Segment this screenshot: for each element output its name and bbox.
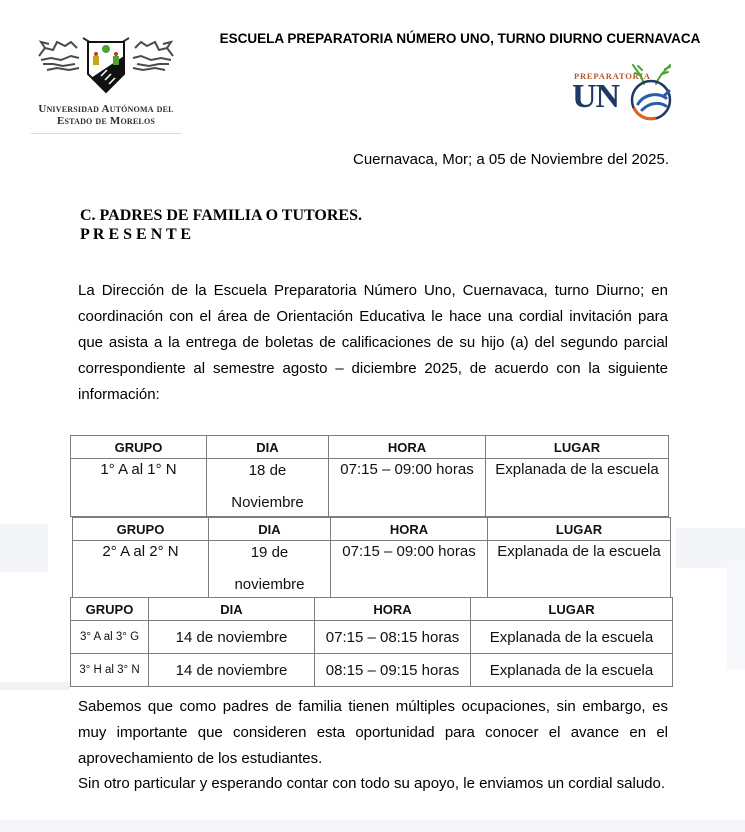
intro-paragraph: La Dirección de la Escuela Preparatoria Número Uno, Cuernavaca, turno Diurno; en coordinación con el área de Orientación Educativa le hace una cordial invitación para que asista a la entrega de boletas de calificaciones de su hijo (a) del segundo parcial correspondiente al semestre agosto – diciembre 2025, de acuerdo con la siguiente información:	[78, 282, 668, 403]
uaem-name-line2: Estado de Morelos	[56, 115, 156, 127]
cell-dia-line2: Noviembre	[231, 494, 304, 511]
cell-grupo: 3° A al 3° G	[71, 621, 149, 654]
table-row	[71, 654, 673, 687]
cell-hora: 07:15 – 09:00 horas	[329, 459, 486, 517]
cell-grupo: 3° H al 3° N	[71, 654, 149, 687]
background-artifact-right	[676, 528, 745, 568]
salutation-line2: P R E S E N T E	[80, 225, 192, 243]
cell-dia-line1: 18 de	[248, 462, 287, 479]
col-header-grupo: GRUPO	[71, 598, 149, 621]
col-header-hora: HORA	[331, 518, 488, 541]
date-line: Cuernavaca, Mor; a 05 de Noviembre del 2025.	[352, 151, 669, 168]
table-row	[73, 541, 671, 599]
uaem-divider	[31, 133, 181, 134]
uaem-name-line1: Universidad Autónoma del	[38, 103, 174, 115]
prepa-uno-logo	[568, 62, 678, 128]
salutation-line1: C. PADRES DE FAMILIA O TUTORES.	[80, 207, 362, 224]
farewell-line: Sin otro particular y esperando contar con todo su apoyo, le enviamos un cordial saludo.	[78, 775, 666, 792]
background-artifact-bottom-left	[0, 682, 70, 690]
prepa-uno-deer-icon	[626, 62, 678, 129]
col-header-dia: DIA	[149, 598, 315, 621]
uaem-crest-icon	[33, 85, 179, 102]
table-header-row	[71, 598, 673, 621]
col-header-hora: HORA	[315, 598, 471, 621]
uaem-logo	[26, 34, 186, 134]
table-row	[71, 459, 669, 517]
schedule-table-third-grade	[70, 597, 673, 687]
cell-lugar: Explanada de la escuela	[471, 621, 673, 654]
cell-dia: 14 de noviembre	[149, 621, 315, 654]
col-header-hora: HORA	[329, 436, 486, 459]
background-artifact-right-strip	[727, 560, 745, 670]
col-header-lugar: LUGAR	[471, 598, 673, 621]
uaem-name	[26, 103, 186, 127]
schedule-table-second-grade	[72, 517, 671, 599]
col-header-dia: DIA	[207, 436, 329, 459]
cell-dia: 14 de noviembre	[149, 654, 315, 687]
col-header-lugar: LUGAR	[486, 436, 669, 459]
col-header-dia: DIA	[209, 518, 331, 541]
cell-grupo: 2° A al 2° N	[73, 541, 209, 599]
cell-lugar: Explanada de la escuela	[471, 654, 673, 687]
table-row	[71, 621, 673, 654]
background-artifact-left	[0, 524, 48, 572]
document-title: ESCUELA PREPARATORIA NÚMERO UNO, TURNO DIURNO CUERNAVACA	[219, 31, 701, 46]
salutation	[80, 207, 362, 244]
cell-hora: 07:15 – 09:00 horas	[331, 541, 488, 599]
col-header-grupo: GRUPO	[71, 436, 207, 459]
cell-hora: 08:15 – 09:15 horas	[315, 654, 471, 687]
cell-dia	[209, 541, 331, 599]
cell-lugar: Explanada de la escuela	[486, 459, 669, 517]
schedule-table-first-grade	[70, 435, 669, 517]
cell-dia-line1: 19 de	[250, 544, 289, 561]
prepa-uno-wordmark-small: PREPARATORIA	[574, 71, 651, 81]
cell-dia-line2: noviembre	[234, 576, 305, 593]
cell-grupo: 1° A al 1° N	[71, 459, 207, 517]
table-header-row	[73, 518, 671, 541]
prepa-uno-wordmark-big: UN	[572, 78, 620, 115]
background-artifact-bottom	[0, 820, 745, 832]
cell-lugar: Explanada de la escuela	[488, 541, 671, 599]
cell-dia	[207, 459, 329, 517]
col-header-grupo: GRUPO	[73, 518, 209, 541]
col-header-lugar: LUGAR	[488, 518, 671, 541]
table-header-row	[71, 436, 669, 459]
closing-paragraph: Sabemos que como padres de familia tienen múltiples ocupaciones, sin embargo, es muy importante que consideren esta oportunidad para conocer el avance en el aprovechamiento de los estudiantes.	[78, 698, 668, 767]
cell-hora: 07:15 – 08:15 horas	[315, 621, 471, 654]
